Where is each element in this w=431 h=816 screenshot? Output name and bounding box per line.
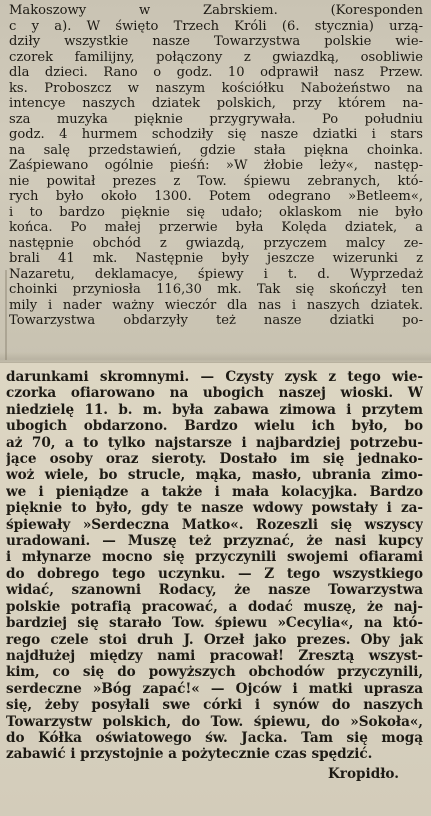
article-text-line: zabawić i przystojnie a pożytecznie czas spędzić. — [6, 746, 373, 763]
article-text-line: woż wiele, bo strucle, mąka, masło, ubrania zimo- — [6, 467, 423, 484]
article-text-line: bardziej się starało Tow. śpiewu »Cecylia«, na któ- — [6, 615, 423, 632]
article-text-line: dziły wszystkie nasze Towarzystwa polskie wie- — [9, 34, 423, 49]
article-text-line: aż 70, a to tylko najstarsze i najbardziej potrzebu- — [6, 434, 423, 451]
article-text-line: czorka ofiarowano na ubogich naszej wioski. W — [6, 385, 423, 402]
article-text-line: intencye naszych dziatek polskich, przy którem na- — [9, 96, 423, 111]
article-text-line: niedzielę 11. b. m. była zabawa zimowa i przytem — [6, 401, 423, 418]
article-text-line: rego czele stoi druh J. Orzeł jako prezes. Oby jak — [6, 631, 423, 648]
article-text-line: widać, szanowni Rodacy, że nasze Towarzystwa — [6, 582, 423, 599]
article-text-line: kim, co się do powyższych obchodów przyczynili, — [6, 664, 423, 681]
article-text-line: godz. 4 hurmem schodziły się nasze dziatki i stars — [9, 127, 423, 142]
article-text-line: i to bardzo pięknie się udało; oklaskom nie było — [9, 204, 423, 220]
article-text-line: darunkami skromnymi. — Czysty zysk z tego wie- — [6, 369, 423, 385]
article-text-line: ks. Proboszcz w naszym kościółku Nabożeństwo na — [9, 80, 423, 96]
top-article-column — [0, 0, 431, 362]
article-text-line: Zaśpiewano ogólnie pieśń: »W żłobie leży«, następ- — [9, 158, 423, 173]
article-text-line: mily i nader ważny wieczór dla nas i naszych dziatek. — [9, 297, 423, 313]
article-text-line: ubogich obdarzono. Bardzo wielu ich było, bo — [6, 418, 423, 435]
article-text-line: pięknie to było, gdy te nasze wdowy powstały i za- — [6, 500, 423, 517]
article-text-line: jące osoby oraz sieroty. Dostało im się jednako- — [6, 451, 423, 468]
article-text-line: następnie obchód z gwiazdą, przyczem malcy ze- — [9, 235, 423, 251]
article-text-line: dla dzieci. Rano o godz. 10 odprawił nasz Przew. — [9, 65, 423, 80]
article-text-line: choinki przyniosła 116,30 mk. Tak się skończył ten — [9, 282, 423, 297]
article-text-line: c y a). W święto Trzech Króli (6. stycznia) urzą- — [9, 18, 423, 34]
article-text-line: się, żeby posyłali swe córki i synów do naszych — [6, 697, 423, 714]
article-text-line: brali 41 mk. Następnie były jeszcze wizerunki z — [9, 251, 423, 266]
bottom-article-column — [0, 362, 431, 816]
author-signature: Kropidło. — [327, 765, 399, 782]
column-rule — [5, 270, 7, 360]
article-heading-line: Makoszowy w Zabrskiem. (Koresponden — [9, 3, 423, 18]
article-text-line: i młynarze mocno się przyczynili swojemi ofiarami — [6, 549, 423, 566]
article-text-line: polskie potrafią pracować, a dodać muszę, że naj- — [6, 598, 423, 615]
article-text-line: Nazaretu, deklamacye, śpiewy i t. d. Wyprzedaż — [9, 266, 423, 282]
article-text-line: czorek familijny, połączony z gwiazdką, osobliwie — [9, 49, 423, 65]
article-text-line: końca. Po małej przerwie była Kolęda dziatek, a — [9, 220, 423, 235]
article-text-line: sza muzyka pięknie przygrywała. Po południu — [9, 111, 423, 127]
article-text-line: śpiewały »Serdeczna Matko«. Rozeszli się wszyscy — [6, 516, 423, 533]
article-text-line: uradowani. — Muszę też przyznać, że nasi kupcy — [6, 533, 423, 550]
article-text-line: do dobrego tego uczynku. — Z tego wszystkiego — [6, 565, 423, 582]
article-text-line: do Kółka oświatowego św. Jacka. Tam się mogą — [6, 729, 423, 746]
article-text-line: nie powitał prezes z Tow. śpiewu zebranych, któ- — [9, 173, 423, 189]
article-text-line: Towarzystwa obdarzyły też nasze dziatki po- — [9, 313, 423, 328]
article-text-line: serdeczne »Bóg zapać!« — Ojców i matki uprasza — [6, 680, 423, 697]
article-text-line: we i pieniądze a także i mała kolacyjka. Bardzo — [6, 483, 423, 500]
article-text-line: rych było około 1300. Potem odegrano »Betleem«, — [9, 189, 423, 204]
article-text-line: Towarzystw polskich, do Tow. śpiewu, do »Sokoła«, — [6, 713, 423, 730]
article-text-line: na salę przedstawień, gdzie stała piękna choinka. — [9, 142, 423, 158]
article-text-line: najdłużej między nami pracował! Zresztą wszyst- — [6, 647, 423, 664]
